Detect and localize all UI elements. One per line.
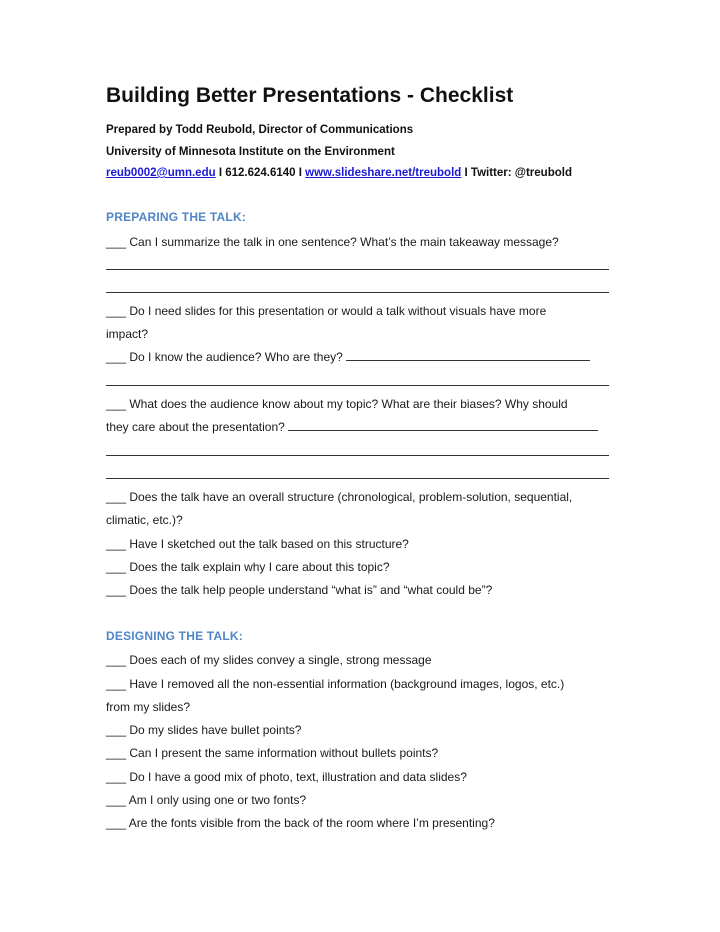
checklist-item: ___ Are the fonts visible from the back of the room where I’m presenting?	[106, 816, 495, 830]
section-heading-preparing: PREPARING THE TALK:	[106, 210, 247, 224]
checklist-item: ___ Have I removed all the non-essential information (background images, logos, etc.)	[106, 677, 565, 691]
author-line: Prepared by Todd Reubold, Director of Communications	[106, 124, 414, 136]
email-link[interactable]: reub0002@umn.edu	[106, 167, 216, 179]
checklist-item-continued: from my slides?	[106, 700, 191, 714]
contact-separator-phone: I 612.624.6140 I	[215, 167, 306, 179]
checklist-item: ___ Does each of my slides convey a single, strong message	[106, 653, 432, 667]
checklist-item: ___ Does the talk explain why I care about this topic?	[106, 560, 390, 574]
answer-line	[106, 478, 609, 479]
checklist-item-continued: impact?	[106, 327, 149, 341]
checklist-item: ___ Have I sketched out the talk based on this structure?	[106, 537, 409, 551]
answer-line	[106, 455, 609, 456]
section-heading-designing: DESIGNING THE TALK:	[106, 629, 243, 643]
checklist-item: ___ Does the talk have an overall structure (chronological, problem-solution, sequential,	[106, 490, 573, 504]
website-link[interactable]: www.slideshare.net/treubold	[305, 167, 462, 179]
answer-blank	[346, 359, 590, 361]
answer-blank	[288, 429, 598, 431]
answer-line	[106, 292, 609, 293]
checklist-item-continued: they care about the presentation?	[106, 420, 598, 434]
contact-line	[106, 167, 572, 179]
checklist-item-continued: climatic, etc.)?	[106, 513, 183, 527]
answer-line	[106, 269, 609, 270]
checklist-item: ___ Do my slides have bullet points?	[106, 723, 302, 737]
checklist-item: ___ Does the talk help people understand “what is” and “what could be”?	[106, 583, 493, 597]
checklist-item: ___ Can I summarize the talk in one sentence? What’s the main takeaway message?	[106, 235, 559, 249]
checklist-item: ___ Am I only using one or two fonts?	[106, 793, 307, 807]
page-title: Building Better Presentations - Checklist	[106, 84, 514, 107]
answer-line	[106, 385, 609, 386]
checklist-item: ___ Do I need slides for this presentation or would a talk without visuals have more	[106, 304, 547, 318]
contact-separator-twitter: I Twitter: @treubold	[461, 167, 572, 179]
checklist-item: ___ What does the audience know about my topic? What are their biases? Why should	[106, 397, 568, 411]
institution-line: University of Minnesota Institute on the Environment	[106, 146, 395, 158]
checklist-item: ___ Do I know the audience? Who are they?	[106, 350, 590, 364]
checklist-item: ___ Can I present the same information without bullets points?	[106, 746, 439, 760]
checklist-item: ___ Do I have a good mix of photo, text, illustration and data slides?	[106, 770, 467, 784]
